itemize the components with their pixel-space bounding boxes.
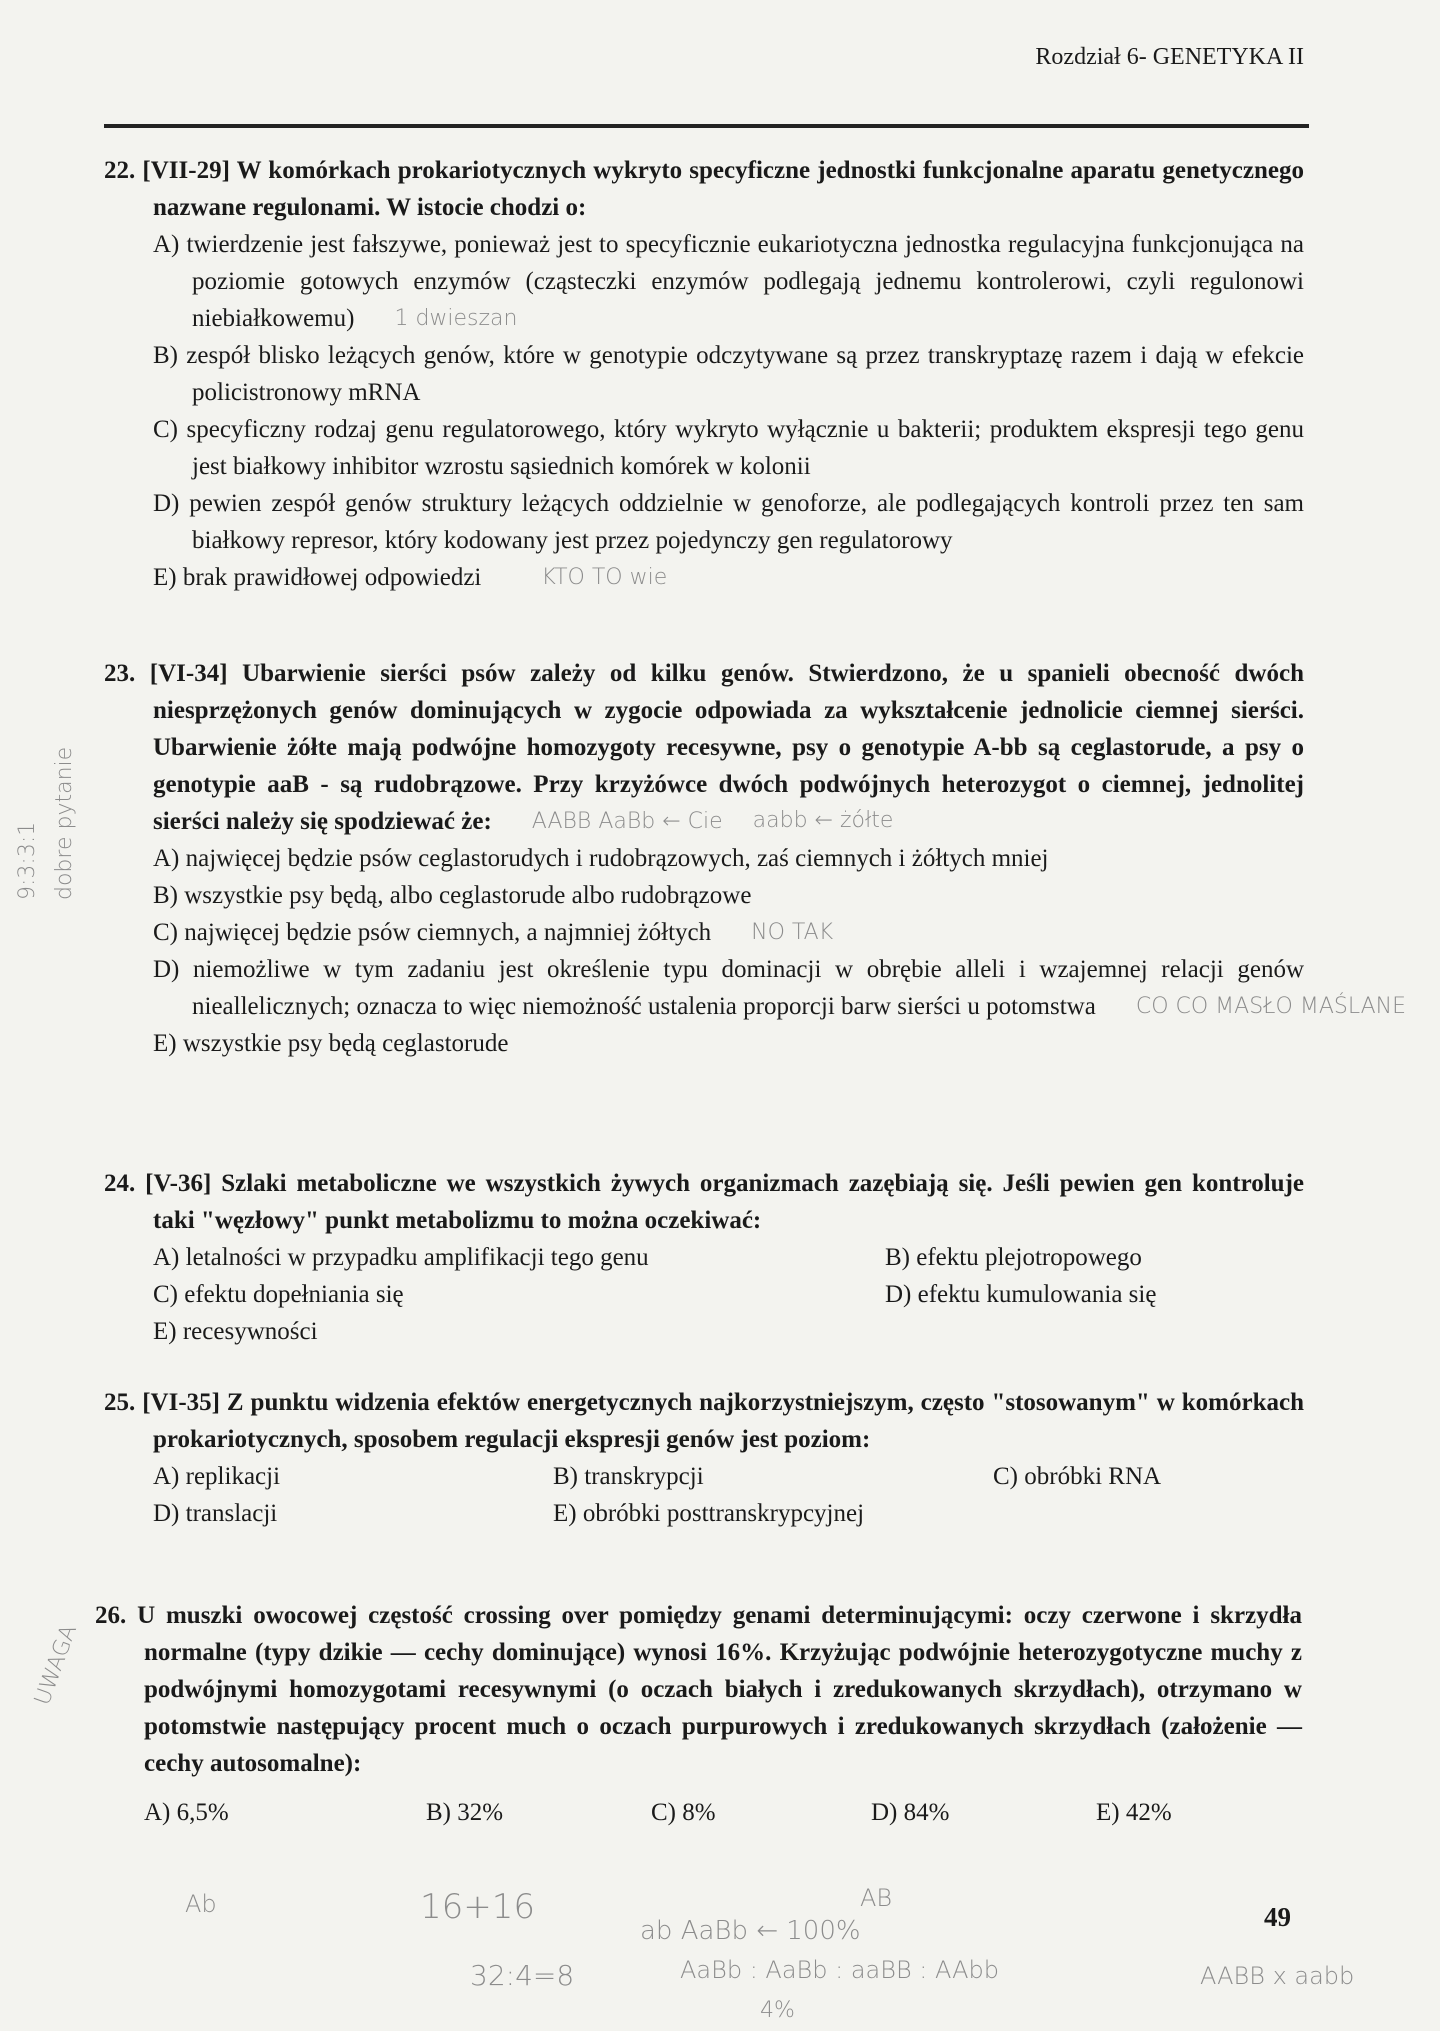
handwritten-note: AaBb : AaBb : aaBB : AAbb: [680, 1956, 999, 1984]
answer-option: C) specyficzny rodzaj genu regulatorowego, który wykryto wyłącznie u bakterii; produktem ekspresji tego genu jest białkowy inhibitor wzrostu sąsiednich komórek w kolonii: [153, 416, 1304, 480]
answer-option: E) obróbki posttranskrypcyjnej: [553, 1500, 865, 1527]
handwritten-note: 32:4=8: [470, 1959, 575, 1992]
answer-option: C) obróbki RNA: [993, 1463, 1162, 1490]
handwritten-note: 1 dwieszan: [394, 305, 518, 331]
handwritten-note: AB: [860, 1884, 893, 1912]
question-22: [104, 152, 1304, 596]
answer-option: D) translacji: [153, 1500, 278, 1527]
answer-option: B) wszystkie psy będą, albo ceglastorude albo rudobrązowe: [153, 882, 752, 909]
answer-option: B) 32%: [426, 1799, 504, 1826]
handwritten-note: 16+16: [420, 1887, 536, 1927]
handwritten-note: AABB AaBb ← Cie: [531, 808, 723, 834]
handwritten-note: CO CO MASŁO MAŚLANE: [1135, 993, 1407, 1019]
answer-option: E) wszystkie psy będą ceglastorude: [153, 1030, 509, 1057]
question-stem: 25. [VI-35] Z punktu widzenia efektów energetycznych najkorzystniejszym, często "stosowanym" w komórkach prokariotycznych, sposobem regulacji ekspresji genów jest poziom:: [104, 1389, 1304, 1453]
handwritten-note: 4%: [760, 1998, 795, 2023]
answer-option: D) 84%: [871, 1799, 950, 1826]
answer-option: D) pewien zespół genów struktury leżących oddzielnie w genoforze, ale podlegających kontroli przez ten sam białkowy represor, który kodowany jest przez pojedynczy gen regulatorowy: [153, 490, 1304, 554]
answer-option: A) najwięcej będzie psów ceglastorudych i rudobrązowych, zaś ciemnych i żółtych mniej: [153, 845, 1049, 872]
handwritten-note: aabb ← żółte: [752, 808, 894, 833]
answer-option: A) replikacji: [153, 1463, 281, 1490]
handwritten-note: dobre pytanie: [52, 746, 77, 900]
page-number: 49: [1264, 1902, 1291, 1932]
question-stem: 26. U muszki owocowej częstość crossing over pomiędzy genami determinującymi: oczy czerwone i skrzydła normalne (typy dzikie — cechy dominujące) wynosi 16%. Krzyżując podwójnie heterozygotyczne muchy z podwójnymi homozygotami recesywnymi (o oczach białych i zredukowanych skrzydłach), otrzymano w potomstwie następujący procent much o oczach purpurowych i zredukowanych skrzydłach (założenie — cechy autosomalne):: [95, 1602, 1302, 1777]
handwritten-note: ab AaBb ← 100%: [640, 1916, 861, 1946]
handwritten-note: AABB x aabb: [1200, 1962, 1355, 1990]
question-24: [104, 1165, 1304, 1350]
handwritten-note: NO TAK: [751, 919, 834, 945]
question-stem: 22. [VII-29] W komórkach prokariotycznych wykryto specyficzne jednostki funkcjonalne aparatu genetycznego nazwane regulonami. W istocie chodzi o:: [104, 157, 1304, 221]
answer-option: A) twierdzenie jest fałszywe, ponieważ jest to specyficznie eukariotyczna jednostka regulacyjna funkcjonująca na poziomie gotowych enzymów (cząsteczki enzymów podlegają jednemu kontrolerowi, czyli regulonowi niebiałkowemu): [153, 231, 1304, 332]
answer-option: E) brak prawidłowej odpowiedzi: [153, 564, 482, 591]
question-stem: 24. [V-36] Szlaki metaboliczne we wszystkich żywych organizmach zazębiają się. Jeśli pewien gen kontroluje taki "węzłowy" punkt metabolizmu to można oczekiwać:: [104, 1170, 1304, 1234]
answer-option: B) zespół blisko leżących genów, które w genotypie odczytywane są przez transkryptazę razem i dają w efekcie policistronowy mRNA: [153, 342, 1304, 406]
handwritten-note: KTO TO wie: [541, 564, 668, 590]
handwritten-note: UWAGA: [30, 1621, 83, 1709]
question-23: [104, 655, 1304, 1062]
answer-option: B) efektu plejotropowego: [885, 1244, 1142, 1271]
answer-option: C) najwięcej będzie psów ciemnych, a najmniej żółtych: [153, 919, 712, 946]
answer-option: C) 8%: [651, 1799, 716, 1826]
handwritten-note: Ab: [185, 1890, 217, 1918]
chapter-header: Rozdział 6- GENETYKA II: [1035, 44, 1304, 70]
answer-option: D) efektu kumulowania się: [885, 1281, 1157, 1308]
answer-option: E) recesywności: [153, 1318, 318, 1345]
question-25: [104, 1384, 1304, 1532]
answer-option: E) 42%: [1096, 1799, 1172, 1826]
answer-option: D) niemożliwe w tym zadaniu jest określenie typu dominacji w obrębie alleli i wzajemnej relacji genów nieallelicznych; oznacza to więc niemożność ustalenia proporcji barw sierści u potomstwa: [153, 956, 1304, 1020]
question-26: [95, 1597, 1302, 1831]
answer-option: C) efektu dopełniania się: [153, 1281, 404, 1308]
answer-option: A) 6,5%: [144, 1799, 229, 1826]
question-stem: 23. [VI-34] Ubarwienie sierści psów zależy od kilku genów. Stwierdzono, że u spanieli obecność dwóch niesprzężonych genów dominujących w zygocie odpowiada za wykształcenie jednolicie ciemnej sierści. Ubarwienie żółte mają podwójne homozygoty recesywne, psy o genotypie A-bb są ceglastorude, a psy o genotypie aaB - są rudobrązowe. Przy krzyżówce dwóch podwójnych heterozygot o ciemnej, jednolitej sierści należy się spodziewać że:: [104, 660, 1304, 835]
header-rule: [104, 124, 1309, 128]
handwritten-note: 9:3:3:1: [15, 821, 40, 900]
answer-option: A) letalności w przypadku amplifikacji tego genu: [153, 1244, 649, 1271]
answer-option: B) transkrypcji: [553, 1463, 704, 1490]
